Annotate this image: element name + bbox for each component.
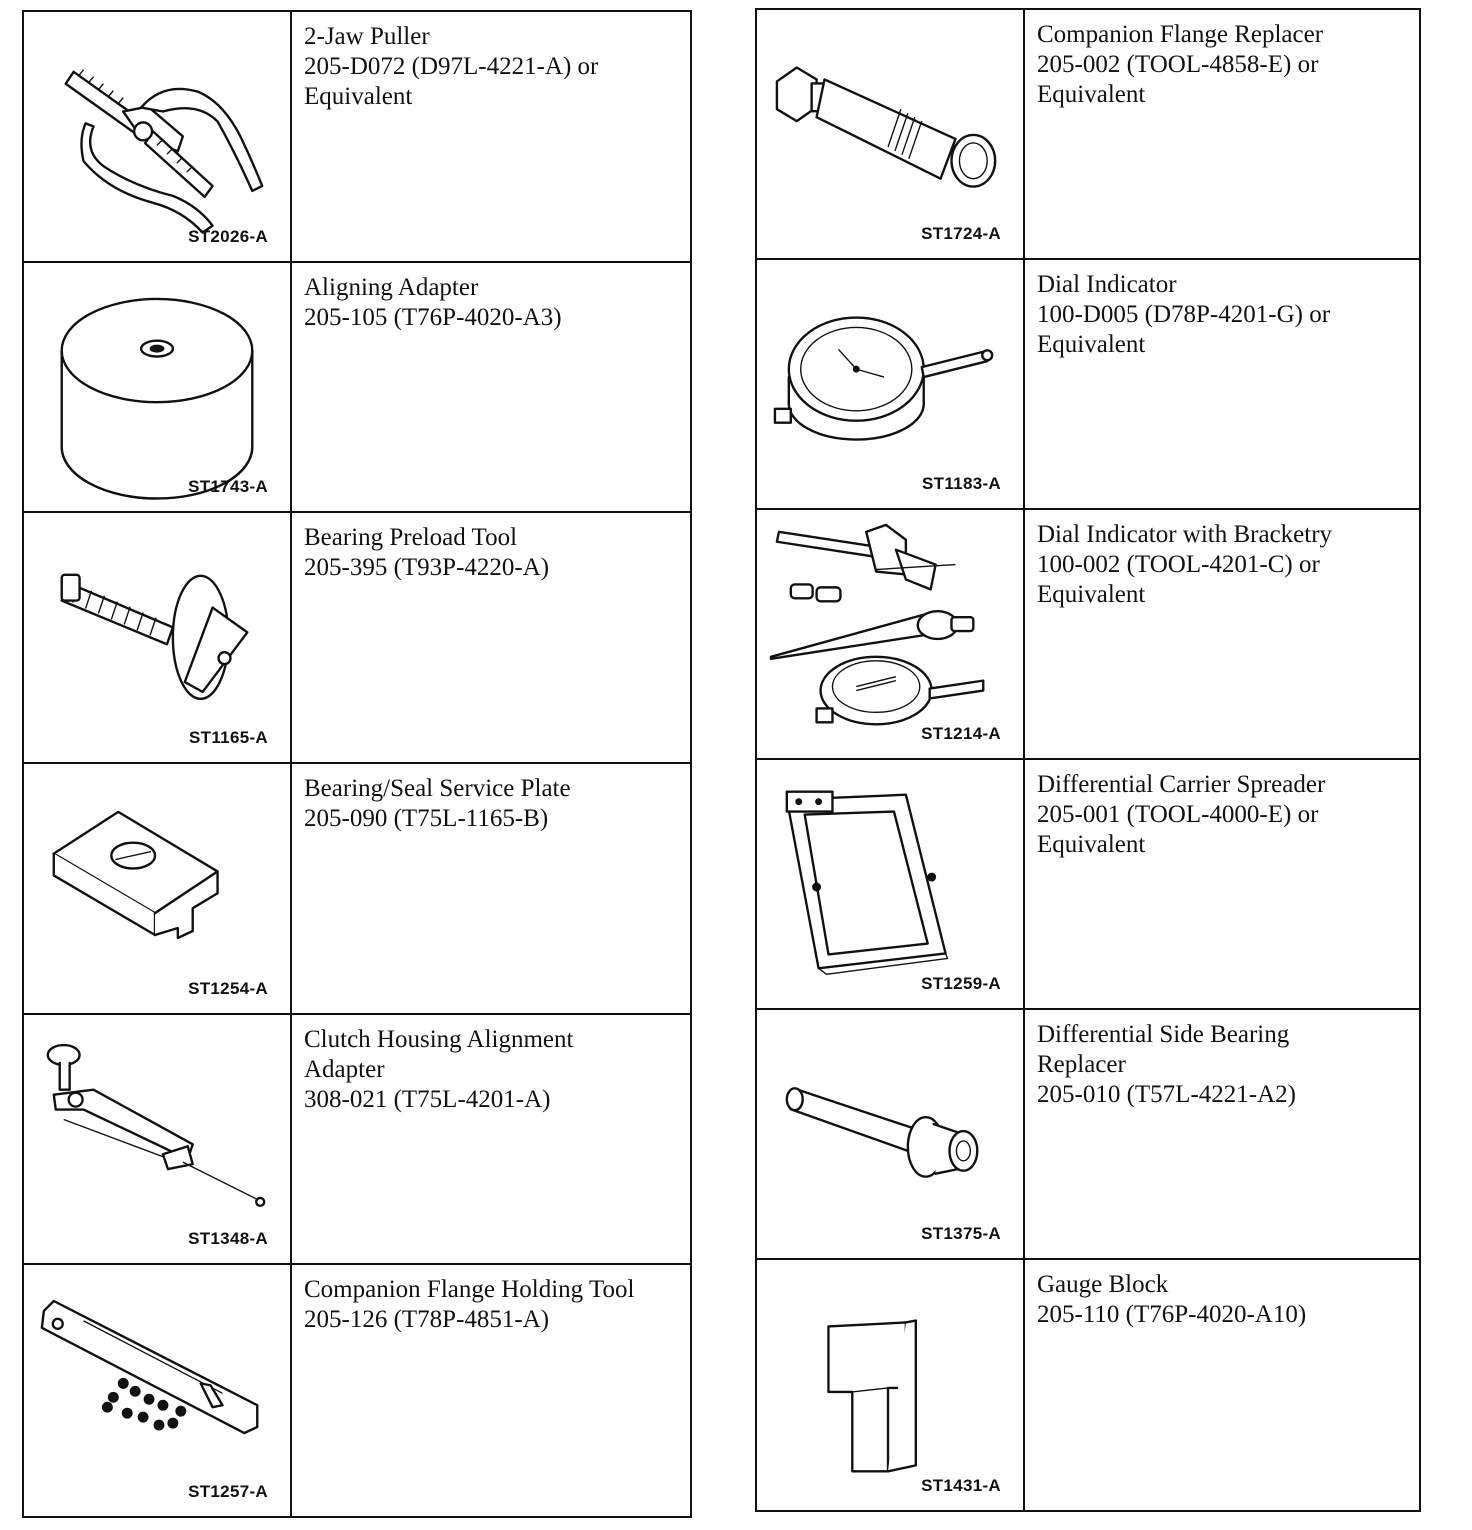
tool-detail-line: Equivalent (1037, 331, 1146, 358)
tool-row (757, 510, 1419, 760)
tool-description (1025, 1010, 1419, 1258)
tool-detail-line: Replacer (1037, 1051, 1126, 1078)
tool-description (1025, 10, 1419, 258)
tool-illustration-cell (24, 263, 292, 512)
tool-description (1025, 510, 1419, 758)
tool-name: Aligning Adapter (304, 273, 479, 301)
carrier-spreader-icon (757, 760, 1023, 1008)
tool-row (24, 513, 690, 764)
tool-description (292, 513, 690, 762)
tool-name: Dial Indicator (1037, 271, 1177, 298)
left-tool-table (22, 10, 692, 1518)
tool-detail-line: Equivalent (304, 83, 413, 110)
tool-detail-line: 205-D072 (D97L-4221-A) or (304, 53, 599, 80)
tool-detail-line: 100-D005 (D78P-4201-G) or (1037, 301, 1331, 328)
tool-detail-line: 205-001 (TOOL-4000-E) or (1037, 801, 1319, 828)
tool-description (1025, 760, 1419, 1008)
tool-name: Differential Side Bearing (1037, 1021, 1290, 1048)
tool-illustration-cell (757, 510, 1025, 758)
tool-name: Gauge Block (1037, 1271, 1169, 1298)
figure-code: ST2026-A (188, 226, 268, 246)
tool-detail-line: 205-090 (T75L-1165-B) (304, 804, 549, 832)
tool-illustration-cell (757, 1260, 1025, 1510)
tool-row (757, 1260, 1419, 1510)
figure-code: ST1257-A (188, 1481, 268, 1501)
tool-illustration-cell (757, 260, 1025, 508)
tool-row (24, 1265, 690, 1516)
tool-illustration-cell (24, 1015, 292, 1264)
tool-illustration-cell (24, 12, 292, 261)
tool-name: Bearing/Seal Service Plate (304, 774, 571, 802)
tool-name: 2-Jaw Puller (304, 23, 430, 50)
tool-name: Companion Flange Replacer (1037, 21, 1324, 48)
figure-code: ST1348-A (188, 1229, 268, 1249)
tool-description (292, 1015, 690, 1264)
tool-detail-line: 205-395 (T93P-4220-A) (304, 554, 550, 582)
figure-code: ST1259-A (921, 974, 1001, 993)
right-tool-table (755, 8, 1421, 1512)
tool-detail-line: Equivalent (1037, 81, 1146, 108)
figure-code: ST1183-A (922, 474, 1001, 493)
tool-row (757, 1010, 1419, 1260)
tool-detail-line: 205-126 (T78P-4851-A) (304, 1306, 550, 1334)
tool-description (292, 12, 690, 261)
tool-illustration-cell (24, 764, 292, 1013)
tool-name: Differential Carrier Spreader (1037, 771, 1326, 798)
tool-detail-line: 100-002 (TOOL-4201-C) or (1037, 551, 1320, 578)
tool-row (24, 764, 690, 1015)
two-jaw-puller-icon (24, 12, 290, 261)
tool-illustration-cell (24, 1265, 292, 1516)
tool-description (1025, 260, 1419, 508)
figure-code: ST1254-A (188, 978, 268, 998)
tool-detail-line: 205-105 (T76P-4020-A3) (304, 303, 562, 331)
tool-row (24, 12, 690, 263)
side-bearing-replacer-icon (757, 1010, 1023, 1258)
tool-illustration-cell (757, 760, 1025, 1008)
tool-description (1025, 1260, 1419, 1510)
tool-detail-line: Equivalent (1037, 581, 1146, 608)
tool-row (757, 760, 1419, 1010)
tool-detail-line: 205-110 (T76P-4020-A10) (1037, 1301, 1307, 1328)
figure-code: ST1375-A (921, 1224, 1001, 1243)
tool-illustration-cell (24, 513, 292, 762)
clutch-alignment-adapter-icon (24, 1015, 290, 1264)
tool-illustration-cell (757, 10, 1025, 258)
tool-name: Clutch Housing Alignment (304, 1025, 574, 1053)
figure-code: ST1431-A (921, 1476, 1001, 1495)
tool-detail-line: Equivalent (1037, 831, 1146, 858)
figure-code: ST1743-A (188, 477, 268, 497)
bearing-preload-tool-icon (24, 513, 290, 762)
flange-holding-tool-icon (24, 1265, 290, 1516)
gauge-block-icon (757, 1260, 1023, 1510)
tool-name: Bearing Preload Tool (304, 524, 518, 552)
figure-code: ST1165-A (189, 727, 268, 747)
figure-code: ST1724-A (921, 224, 1001, 243)
dial-indicator-icon (757, 260, 1023, 508)
tool-detail-line: 205-010 (T57L-4221-A2) (1037, 1081, 1296, 1108)
tool-row (24, 263, 690, 514)
tool-detail-line: 205-002 (TOOL-4858-E) or (1037, 51, 1319, 78)
flange-replacer-icon (757, 10, 1023, 258)
tool-row (757, 10, 1419, 260)
dial-indicator-bracketry-icon (757, 510, 1023, 758)
tool-description (292, 263, 690, 512)
tool-name: Dial Indicator with Bracketry (1037, 521, 1333, 548)
aligning-adapter-icon (24, 263, 290, 512)
tool-illustration-cell (757, 1010, 1025, 1258)
tool-row (757, 260, 1419, 510)
tool-detail-line: 308-021 (T75L-4201-A) (304, 1085, 551, 1113)
tool-description (292, 1265, 690, 1516)
figure-code: ST1214-A (921, 724, 1001, 743)
tool-description (292, 764, 690, 1013)
tool-detail-line: Adapter (304, 1055, 385, 1083)
service-plate-icon (24, 764, 290, 1013)
tool-name: Companion Flange Holding Tool (304, 1276, 635, 1304)
tool-row (24, 1015, 690, 1266)
